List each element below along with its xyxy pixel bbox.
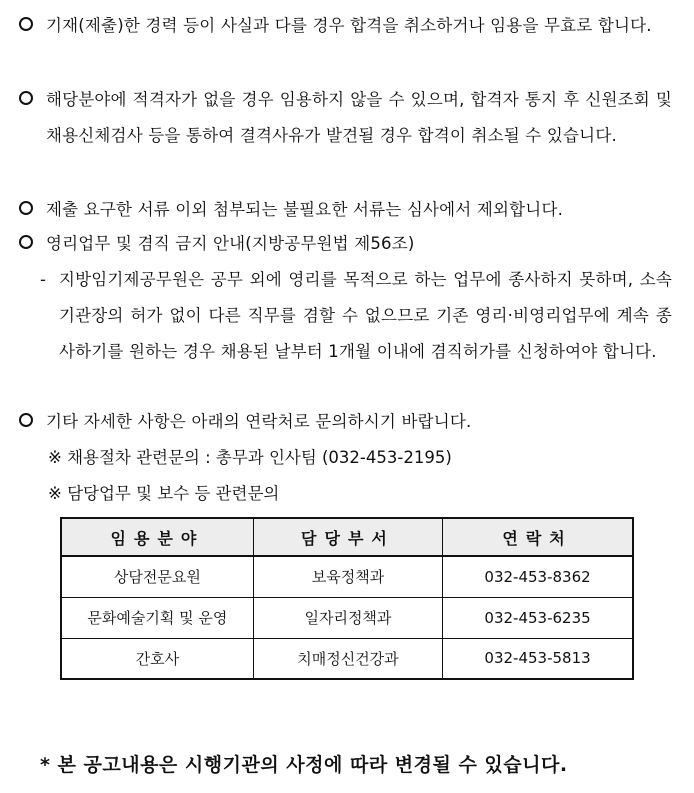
table-row: [61, 597, 633, 638]
cell-phone: 032-453-5813: [443, 638, 633, 679]
contact-table: [60, 517, 634, 680]
cell-field: 문화예술기획 및 운영: [61, 597, 253, 638]
bullet-circle-icon: [19, 413, 33, 427]
header-field: 임용분야: [61, 518, 253, 556]
contact-note-hiring: ※ 채용절차 관련문의 : 총무과 인사팀 (032-453-2195): [48, 448, 452, 467]
cell-field: 상담전문요원: [61, 556, 253, 597]
cell-department: 보육정책과: [253, 556, 442, 597]
dash-marker: -: [40, 270, 46, 289]
bullet-circle-icon: [19, 235, 33, 249]
table-row: [61, 638, 633, 679]
notice-text: 기타 자세한 사항은 아래의 연락처로 문의하시기 바랍니다.: [46, 412, 472, 431]
notice-text: 영리업무 및 겸직 금지 안내(지방공무원법 제56조): [46, 234, 415, 253]
table-row: [61, 556, 633, 597]
bullet-circle-icon: [19, 17, 33, 31]
cell-department: 치매정신건강과: [253, 638, 442, 679]
footer-disclaimer: * 본 공고내용은 시행기관의 사정에 따라 변경될 수 있습니다.: [40, 754, 568, 776]
notice-text: 기재(제출)한 경력 등이 사실과 다를 경우 합격을 취소하거나 임용을 무효로 합니다.: [46, 16, 652, 35]
cell-phone: 032-453-8362: [443, 556, 633, 597]
bullet-circle-icon: [19, 201, 33, 215]
notice-text: 제출 요구한 서류 이외 첨부되는 불필요한 서류는 심사에서 제외합니다.: [46, 200, 564, 219]
cell-department: 일자리정책과: [253, 597, 442, 638]
header-department: 담당부서: [253, 518, 442, 556]
notice-text: 해당분야에 적격자가 없을 경우 임용하지 않을 수 있으며, 합격자 통지 후 신원조회 및 채용신체검사 등을 통하여 결격사유가 발견될 경우 합격이 취소될 수 있습니다.: [46, 90, 672, 145]
cell-phone: 032-453-6235: [443, 597, 633, 638]
contact-note-duties: ※ 담당업무 및 보수 등 관련문의: [48, 484, 280, 503]
side-job-text: 지방임기제공무원은 공무 외에 영리를 목적으로 하는 업무에 종사하지 못하며, 소속 기관장의 허가 없이 다른 직무를 겸할 수 없으므로 기존 영리·비영리업무에 계속 종사하기를 원하는 경우 채용된 날부터 1개월 이내에 겸직허가를 신청하여야 합니다.: [59, 270, 672, 361]
header-phone: 연락처: [443, 518, 633, 556]
cell-field: 간호사: [61, 638, 253, 679]
bullet-circle-icon: [19, 91, 33, 105]
contact-table-header-row: [61, 518, 633, 556]
